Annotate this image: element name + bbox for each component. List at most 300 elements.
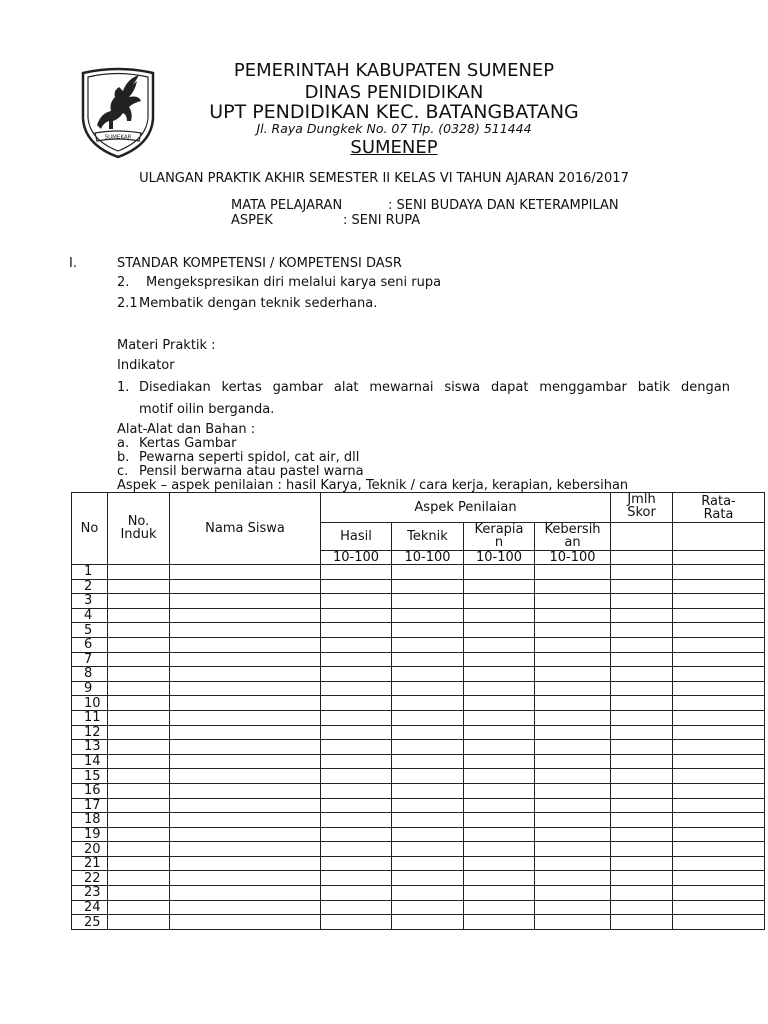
letterhead-city: SUMENEP — [350, 137, 438, 158]
blank-cell — [611, 900, 673, 915]
blank-cell — [321, 798, 392, 813]
blank-cell — [464, 579, 535, 594]
blank-cell — [535, 696, 611, 711]
row-number: 18 — [72, 813, 108, 828]
blank-cell — [392, 565, 464, 580]
blank-cell — [170, 637, 321, 652]
blank-cell — [535, 740, 611, 755]
indicator-1-word: mewarnai — [369, 380, 434, 395]
blank-cell — [535, 754, 611, 769]
blank-cell — [170, 783, 321, 798]
row-number: 13 — [72, 740, 108, 755]
blank-cell — [464, 725, 535, 740]
blank-cell — [392, 725, 464, 740]
blank-cell — [392, 740, 464, 755]
blank-cell — [392, 681, 464, 696]
blank-cell — [321, 608, 392, 623]
blank-cell — [611, 871, 673, 886]
blank-cell — [611, 681, 673, 696]
table-row — [72, 886, 765, 901]
material-item-letter: c. — [117, 464, 129, 479]
table-row — [72, 652, 765, 667]
blank-cell — [611, 827, 673, 842]
blank-cell — [464, 871, 535, 886]
blank-cell — [464, 565, 535, 580]
range-kebersihan: 10-100 — [535, 551, 611, 565]
blank-cell — [321, 783, 392, 798]
blank-cell — [464, 608, 535, 623]
indicator-1-number: 1. — [117, 380, 130, 395]
blank-cell — [611, 623, 673, 638]
blank-cell — [535, 652, 611, 667]
blank-cell — [673, 667, 765, 682]
blank-cell — [170, 696, 321, 711]
blank-cell — [464, 696, 535, 711]
blank-cell — [464, 856, 535, 871]
basic-competency-text: Membatik dengan teknik sederhana. — [139, 296, 378, 311]
blank-cell — [611, 667, 673, 682]
blank-cell — [108, 871, 170, 886]
blank-cell — [321, 856, 392, 871]
blank-cell — [392, 842, 464, 857]
row-number: 22 — [72, 871, 108, 886]
blank-cell — [611, 798, 673, 813]
blank-cell — [464, 623, 535, 638]
blank-cell — [170, 725, 321, 740]
blank-cell — [321, 667, 392, 682]
letterhead-line-3: UPT PENDIDIKAN KEC. BATANGBATANG — [209, 101, 579, 123]
blank-cell — [170, 652, 321, 667]
row-number: 17 — [72, 798, 108, 813]
blank-cell — [392, 594, 464, 609]
row-number: 12 — [72, 725, 108, 740]
blank-cell — [673, 696, 765, 711]
blank-cell — [611, 725, 673, 740]
header-kerapian — [464, 523, 535, 551]
blank-cell — [170, 871, 321, 886]
blank-cell — [535, 637, 611, 652]
indicator-1-line-1 — [139, 380, 730, 395]
section-title: STANDAR KOMPETENSI / KOMPETENSI DASR — [117, 256, 402, 271]
row-number: 10 — [72, 696, 108, 711]
blank-cell — [464, 900, 535, 915]
blank-cell — [321, 565, 392, 580]
letterhead-address: Jl. Raya Dungkek No. 07 Tlp. (0328) 511444 — [256, 121, 532, 136]
blank-cell — [108, 681, 170, 696]
blank-cell — [108, 783, 170, 798]
blank-cell — [673, 813, 765, 828]
blank-cell — [170, 594, 321, 609]
blank-cell — [611, 813, 673, 828]
header-assessment-aspects: Aspek Penilaian — [321, 493, 611, 523]
blank-cell — [611, 696, 673, 711]
blank-cell — [392, 579, 464, 594]
blank-cell — [464, 783, 535, 798]
blank-cell — [464, 769, 535, 784]
blank-cell — [392, 813, 464, 828]
blank-cell — [611, 710, 673, 725]
header-total-score-line-2: Skor — [627, 505, 656, 520]
blank-cell — [321, 594, 392, 609]
table-row — [72, 594, 765, 609]
table-row — [72, 710, 765, 725]
range-average-blank — [673, 551, 765, 565]
blank-cell — [170, 710, 321, 725]
row-number: 7 — [72, 652, 108, 667]
blank-cell — [108, 594, 170, 609]
blank-cell — [673, 915, 765, 930]
row-number: 21 — [72, 856, 108, 871]
blank-cell — [611, 886, 673, 901]
blank-cell — [611, 565, 673, 580]
blank-cell — [321, 871, 392, 886]
blank-cell — [321, 623, 392, 638]
blank-cell — [673, 725, 765, 740]
range-teknik: 10-100 — [392, 551, 464, 565]
competency-text: Mengekspresikan diri melalui karya seni rupa — [146, 275, 442, 290]
indicator-1-word: dapat — [490, 380, 529, 395]
indicator-1-word: dengan — [681, 380, 730, 395]
material-item-letter: a. — [117, 436, 130, 451]
table-row — [72, 754, 765, 769]
blank-cell — [611, 740, 673, 755]
table-row — [72, 798, 765, 813]
blank-cell — [170, 740, 321, 755]
letterhead-line-1: PEMERINTAH KABUPATEN SUMENEP — [233, 60, 555, 81]
blank-cell — [464, 594, 535, 609]
blank-cell — [321, 886, 392, 901]
blank-cell — [321, 813, 392, 828]
blank-cell — [321, 915, 392, 930]
score-table — [71, 492, 765, 930]
blank-cell — [673, 842, 765, 857]
header-average — [673, 493, 765, 523]
blank-cell — [321, 754, 392, 769]
blank-cell — [321, 725, 392, 740]
crest-ribbon-text: SUMEKAR — [104, 134, 132, 141]
blank-cell — [170, 915, 321, 930]
table-row — [72, 740, 765, 755]
blank-cell — [535, 813, 611, 828]
indicator-1-word: gambar — [272, 380, 324, 395]
table-row — [72, 915, 765, 930]
blank-cell — [108, 725, 170, 740]
blank-cell — [535, 579, 611, 594]
blank-cell — [170, 667, 321, 682]
blank-cell — [108, 667, 170, 682]
row-number: 14 — [72, 754, 108, 769]
header-teknik: Teknik — [392, 523, 464, 551]
row-number: 11 — [72, 710, 108, 725]
blank-cell — [611, 783, 673, 798]
blank-cell — [611, 637, 673, 652]
blank-cell — [464, 798, 535, 813]
blank-cell — [108, 579, 170, 594]
indicator-1-word: alat — [333, 380, 359, 395]
range-kerapian: 10-100 — [464, 551, 535, 565]
subject-value: : SENI BUDAYA DAN KETERAMPILAN — [388, 198, 619, 213]
blank-cell — [464, 813, 535, 828]
header-average-blank — [673, 523, 765, 551]
blank-cell — [108, 696, 170, 711]
row-number: 5 — [72, 623, 108, 638]
exam-title: ULANGAN PRAKTIK AKHIR SEMESTER II KELAS VI TAHUN AJARAN 2016/2017 — [139, 171, 629, 186]
header-kerapian-line-1: Kerapia — [474, 522, 524, 537]
header-no-induk — [108, 493, 170, 565]
header-total-score — [611, 493, 673, 523]
indicator-1-word: menggambar — [539, 380, 627, 395]
row-number: 25 — [72, 915, 108, 930]
header-no-induk-line-2: Induk — [120, 527, 157, 542]
range-total-blank — [611, 551, 673, 565]
blank-cell — [673, 886, 765, 901]
blank-cell — [464, 681, 535, 696]
blank-cell — [611, 608, 673, 623]
blank-cell — [108, 754, 170, 769]
row-number: 3 — [72, 594, 108, 609]
blank-cell — [170, 856, 321, 871]
blank-cell — [321, 696, 392, 711]
blank-cell — [321, 710, 392, 725]
table-row — [72, 565, 765, 580]
section-roman-numeral: I. — [69, 256, 77, 271]
blank-cell — [170, 813, 321, 828]
blank-cell — [535, 886, 611, 901]
indicator-1-word: kertas — [221, 380, 262, 395]
table-row — [72, 725, 765, 740]
table-row — [72, 827, 765, 842]
material-item-text: Kertas Gambar — [139, 436, 237, 451]
blank-cell — [392, 856, 464, 871]
blank-cell — [108, 915, 170, 930]
blank-cell — [108, 608, 170, 623]
basic-competency-number: 2.1 — [117, 296, 138, 311]
blank-cell — [321, 637, 392, 652]
row-number: 8 — [72, 667, 108, 682]
blank-cell — [321, 827, 392, 842]
table-row — [72, 769, 765, 784]
blank-cell — [321, 769, 392, 784]
blank-cell — [392, 915, 464, 930]
blank-cell — [170, 565, 321, 580]
blank-cell — [535, 681, 611, 696]
blank-cell — [535, 594, 611, 609]
blank-cell — [673, 579, 765, 594]
blank-cell — [611, 652, 673, 667]
blank-cell — [673, 652, 765, 667]
blank-cell — [108, 769, 170, 784]
blank-cell — [611, 915, 673, 930]
blank-cell — [673, 681, 765, 696]
blank-cell — [108, 842, 170, 857]
table-row — [72, 871, 765, 886]
blank-cell — [535, 667, 611, 682]
material-item-text: Pewarna seperti spidol, cat air, dll — [139, 450, 360, 465]
blank-cell — [464, 915, 535, 930]
materials-title: Alat-Alat dan Bahan : — [117, 422, 256, 437]
blank-cell — [464, 637, 535, 652]
blank-cell — [392, 667, 464, 682]
header-no-induk-line-1: No. — [127, 514, 150, 529]
material-item-text: Pensil berwarna atau pastel warna — [139, 464, 364, 479]
blank-cell — [321, 681, 392, 696]
blank-cell — [392, 637, 464, 652]
blank-cell — [392, 652, 464, 667]
blank-cell — [535, 783, 611, 798]
blank-cell — [673, 594, 765, 609]
table-row — [72, 856, 765, 871]
blank-cell — [535, 565, 611, 580]
blank-cell — [673, 608, 765, 623]
blank-cell — [673, 798, 765, 813]
blank-cell — [170, 608, 321, 623]
header-student-name: Nama Siswa — [170, 493, 321, 565]
blank-cell — [673, 856, 765, 871]
header-kerapian-line-2: n — [494, 535, 504, 550]
blank-cell — [535, 710, 611, 725]
blank-cell — [673, 769, 765, 784]
header-hasil: Hasil — [321, 523, 392, 551]
blank-cell — [464, 740, 535, 755]
table-row — [72, 842, 765, 857]
blank-cell — [392, 696, 464, 711]
blank-cell — [170, 827, 321, 842]
blank-cell — [321, 740, 392, 755]
blank-cell — [611, 594, 673, 609]
blank-cell — [170, 886, 321, 901]
table-row — [72, 813, 765, 828]
blank-cell — [392, 900, 464, 915]
blank-cell — [535, 769, 611, 784]
blank-cell — [464, 667, 535, 682]
blank-cell — [611, 754, 673, 769]
blank-cell — [321, 842, 392, 857]
aspect-label: ASPEK — [231, 213, 273, 228]
row-number: 1 — [72, 565, 108, 580]
row-number: 6 — [72, 637, 108, 652]
table-row — [72, 637, 765, 652]
blank-cell — [535, 900, 611, 915]
blank-cell — [535, 871, 611, 886]
blank-cell — [108, 623, 170, 638]
blank-cell — [108, 827, 170, 842]
blank-cell — [108, 740, 170, 755]
blank-cell — [392, 754, 464, 769]
header-total-score-line-1: Jmlh — [627, 492, 656, 507]
blank-cell — [108, 813, 170, 828]
blank-cell — [170, 579, 321, 594]
row-number: 20 — [72, 842, 108, 857]
blank-cell — [170, 842, 321, 857]
blank-cell — [535, 827, 611, 842]
blank-cell — [108, 637, 170, 652]
blank-cell — [611, 842, 673, 857]
blank-cell — [392, 783, 464, 798]
indicator-1-line-2: motif oilin berganda. — [139, 402, 275, 417]
table-row — [72, 608, 765, 623]
blank-cell — [673, 565, 765, 580]
blank-cell — [464, 652, 535, 667]
row-number: 9 — [72, 681, 108, 696]
blank-cell — [392, 608, 464, 623]
blank-cell — [464, 886, 535, 901]
blank-cell — [108, 798, 170, 813]
row-number: 16 — [72, 783, 108, 798]
blank-cell — [321, 579, 392, 594]
blank-cell — [108, 565, 170, 580]
blank-cell — [170, 754, 321, 769]
blank-cell — [535, 725, 611, 740]
indicator-1-word: Disediakan — [139, 380, 211, 395]
table-row — [72, 579, 765, 594]
blank-cell — [170, 900, 321, 915]
blank-cell — [170, 798, 321, 813]
row-number: 24 — [72, 900, 108, 915]
header-average-line-1: Rata- — [701, 493, 736, 509]
row-number: 23 — [72, 886, 108, 901]
blank-cell — [392, 871, 464, 886]
material-item-letter: b. — [117, 450, 130, 465]
blank-cell — [535, 842, 611, 857]
table-row — [72, 783, 765, 798]
table-row — [72, 681, 765, 696]
blank-cell — [535, 608, 611, 623]
blank-cell — [673, 871, 765, 886]
range-hasil: 10-100 — [321, 551, 392, 565]
blank-cell — [392, 798, 464, 813]
blank-cell — [611, 856, 673, 871]
blank-cell — [392, 710, 464, 725]
blank-cell — [321, 652, 392, 667]
blank-cell — [392, 886, 464, 901]
subject-label: MATA PELAJARAN — [231, 198, 343, 213]
blank-cell — [392, 623, 464, 638]
header-kebersihan-line-1: Kebersih — [544, 522, 601, 537]
header-no: No — [72, 493, 108, 565]
letterhead-line-2: DINAS PENIDIDIKAN — [304, 82, 484, 103]
header-kebersihan — [535, 523, 611, 551]
blank-cell — [108, 710, 170, 725]
blank-cell — [170, 623, 321, 638]
row-number: 4 — [72, 608, 108, 623]
blank-cell — [170, 681, 321, 696]
table-row — [72, 900, 765, 915]
blank-cell — [464, 710, 535, 725]
row-number: 2 — [72, 579, 108, 594]
header-average-line-2: Rata — [703, 506, 734, 522]
table-row — [72, 667, 765, 682]
blank-cell — [673, 623, 765, 638]
blank-cell — [170, 769, 321, 784]
table-row — [72, 696, 765, 711]
blank-cell — [108, 652, 170, 667]
blank-cell — [392, 827, 464, 842]
blank-cell — [611, 769, 673, 784]
blank-cell — [611, 579, 673, 594]
blank-cell — [673, 827, 765, 842]
blank-cell — [673, 740, 765, 755]
row-number: 15 — [72, 769, 108, 784]
practice-material-label: Materi Praktik : — [117, 338, 216, 353]
aspect-value: : SENI RUPA — [343, 213, 421, 228]
competency-number: 2. — [117, 275, 130, 290]
blank-cell — [108, 886, 170, 901]
row-number: 19 — [72, 827, 108, 842]
blank-cell — [464, 827, 535, 842]
indicator-1-word: siswa — [444, 380, 481, 395]
blank-cell — [535, 856, 611, 871]
blank-cell — [673, 783, 765, 798]
